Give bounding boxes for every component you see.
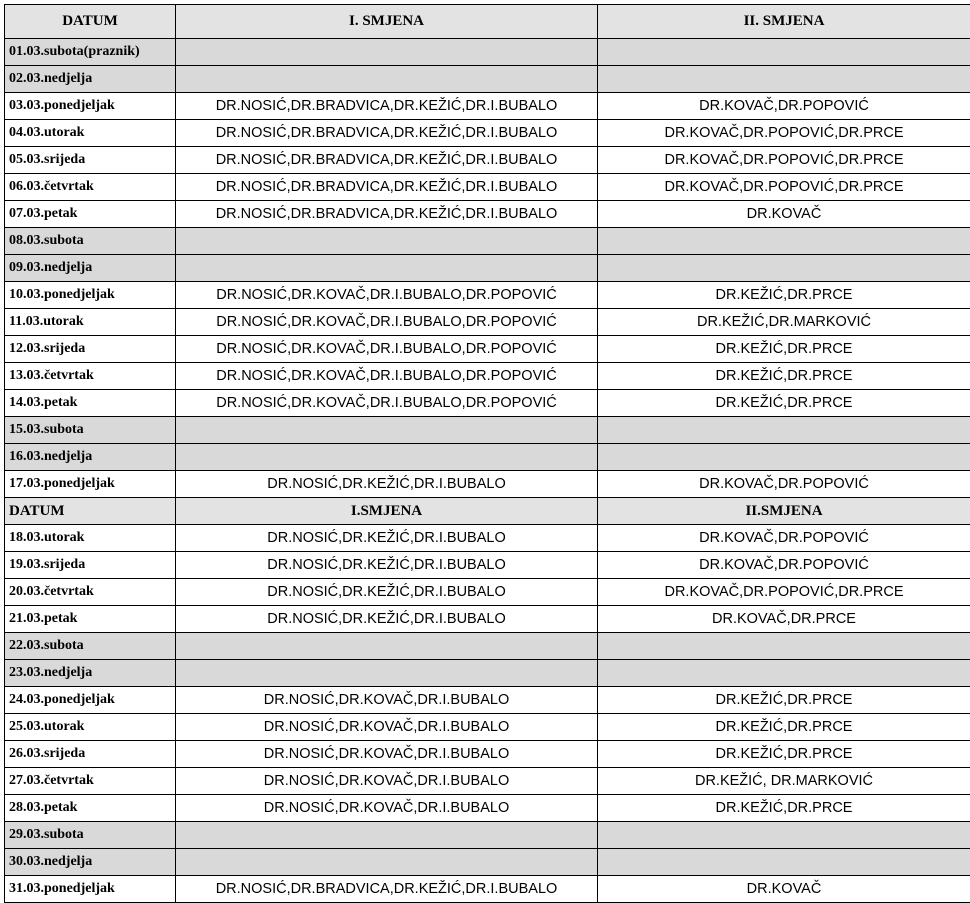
shift-2-cell [598, 228, 970, 255]
date-cell: 01.03.subota(praznik) [5, 39, 176, 66]
table-row [5, 174, 970, 201]
shift-1-cell [176, 39, 598, 66]
shift-2-cell: DR.KOVAČ [598, 201, 970, 228]
date-cell: 30.03.nedjelja [5, 849, 176, 876]
shift-1-cell [176, 228, 598, 255]
table-row [5, 309, 970, 336]
date-cell: 28.03.petak [5, 795, 176, 822]
table-row [5, 822, 970, 849]
shift-1-cell: DR.NOSIĆ,DR.BRADVICA,DR.KEŽIĆ,DR.I.BUBALO [176, 120, 598, 147]
table-row [5, 687, 970, 714]
shift-2-cell [598, 660, 970, 687]
shift-1-cell [176, 255, 598, 282]
shift-1-cell [176, 444, 598, 471]
shift-1-cell: DR.NOSIĆ,DR.KEŽIĆ,DR.I.BUBALO [176, 471, 598, 498]
shift-1-cell: DR.NOSIĆ,DR.KOVAČ,DR.I.BUBALO [176, 714, 598, 741]
shift-1-cell: DR.NOSIĆ,DR.BRADVICA,DR.KEŽIĆ,DR.I.BUBALO [176, 174, 598, 201]
table-header-row [5, 5, 970, 39]
shift-2-cell [598, 822, 970, 849]
shift-1-cell: DR.NOSIĆ,DR.BRADVICA,DR.KEŽIĆ,DR.I.BUBALO [176, 147, 598, 174]
date-cell: 16.03.nedjelja [5, 444, 176, 471]
shift-1-cell [176, 660, 598, 687]
table-row [5, 606, 970, 633]
date-cell: 23.03.nedjelja [5, 660, 176, 687]
table-row [5, 228, 970, 255]
date-cell: 10.03.ponedjeljak [5, 282, 176, 309]
shift-schedule-table [4, 4, 970, 903]
date-cell: 18.03.utorak [5, 525, 176, 552]
schedule-body [5, 5, 970, 903]
date-cell: 21.03.petak [5, 606, 176, 633]
shift-2-cell: DR.KEŽIĆ,DR.PRCE [598, 282, 970, 309]
date-cell: 15.03.subota [5, 417, 176, 444]
shift-1-cell [176, 66, 598, 93]
date-cell: 19.03.srijeda [5, 552, 176, 579]
date-cell: 17.03.ponedjeljak [5, 471, 176, 498]
date-cell: 05.03.srijeda [5, 147, 176, 174]
table-row [5, 39, 970, 66]
shift-2-cell: DR.KOVAČ,DR.POPOVIĆ,DR.PRCE [598, 174, 970, 201]
date-cell: 07.03.petak [5, 201, 176, 228]
date-cell: 09.03.nedjelja [5, 255, 176, 282]
date-cell: 03.03.ponedjeljak [5, 93, 176, 120]
table-row [5, 768, 970, 795]
shift-2-cell: DR.KEŽIĆ,DR.PRCE [598, 795, 970, 822]
shift-1-cell [176, 822, 598, 849]
table-row [5, 363, 970, 390]
date-cell: 29.03.subota [5, 822, 176, 849]
table-row [5, 795, 970, 822]
shift-2-cell: DR.KOVAČ,DR.POPOVIĆ [598, 552, 970, 579]
date-cell: 24.03.ponedjeljak [5, 687, 176, 714]
subheader-shift-2: II.SMJENA [598, 498, 970, 525]
table-row [5, 741, 970, 768]
table-row [5, 633, 970, 660]
table-row [5, 471, 970, 498]
table-row [5, 255, 970, 282]
date-cell: 02.03.nedjelja [5, 66, 176, 93]
shift-2-cell [598, 66, 970, 93]
table-subheader-row [5, 498, 970, 525]
shift-1-cell: DR.NOSIĆ,DR.BRADVICA,DR.KEŽIĆ,DR.I.BUBALO [176, 876, 598, 903]
shift-2-cell: DR.KEŽIĆ,DR.PRCE [598, 714, 970, 741]
table-row [5, 579, 970, 606]
subheader-date: DATUM [5, 498, 176, 525]
shift-2-cell [598, 633, 970, 660]
shift-2-cell [598, 417, 970, 444]
shift-2-cell [598, 849, 970, 876]
table-row [5, 444, 970, 471]
subheader-shift-1: I.SMJENA [176, 498, 598, 525]
shift-2-cell [598, 39, 970, 66]
shift-1-cell: DR.NOSIĆ,DR.KOVAČ,DR.I.BUBALO [176, 795, 598, 822]
table-row [5, 282, 970, 309]
shift-2-cell: DR.KEŽIĆ,DR.PRCE [598, 741, 970, 768]
table-row [5, 147, 970, 174]
date-cell: 26.03.srijeda [5, 741, 176, 768]
table-row [5, 417, 970, 444]
shift-2-cell: DR.KOVAČ [598, 876, 970, 903]
table-row [5, 120, 970, 147]
shift-2-cell: DR.KOVAČ,DR.POPOVIĆ [598, 471, 970, 498]
table-row [5, 201, 970, 228]
table-row [5, 525, 970, 552]
shift-1-cell: DR.NOSIĆ,DR.KEŽIĆ,DR.I.BUBALO [176, 552, 598, 579]
shift-1-cell: DR.NOSIĆ,DR.KEŽIĆ,DR.I.BUBALO [176, 525, 598, 552]
shift-2-cell [598, 255, 970, 282]
table-row [5, 552, 970, 579]
table-row [5, 66, 970, 93]
shift-1-cell: DR.NOSIĆ,DR.BRADVICA,DR.KEŽIĆ,DR.I.BUBALO [176, 201, 598, 228]
date-cell: 22.03.subota [5, 633, 176, 660]
date-cell: 12.03.srijeda [5, 336, 176, 363]
table-row [5, 93, 970, 120]
date-cell: 14.03.petak [5, 390, 176, 417]
shift-2-cell: DR.KOVAČ,DR.POPOVIĆ,DR.PRCE [598, 579, 970, 606]
shift-2-cell: DR.KOVAČ,DR.POPOVIĆ [598, 525, 970, 552]
shift-1-cell: DR.NOSIĆ,DR.KOVAČ,DR.I.BUBALO,DR.POPOVIĆ [176, 336, 598, 363]
shift-2-cell: DR.KEŽIĆ,DR.MARKOVIĆ [598, 309, 970, 336]
date-cell: 13.03.četvrtak [5, 363, 176, 390]
date-cell: 31.03.ponedjeljak [5, 876, 176, 903]
shift-1-cell: DR.NOSIĆ,DR.KEŽIĆ,DR.I.BUBALO [176, 579, 598, 606]
shift-1-cell: DR.NOSIĆ,DR.KOVAČ,DR.I.BUBALO,DR.POPOVIĆ [176, 390, 598, 417]
date-cell: 11.03.utorak [5, 309, 176, 336]
shift-2-cell: DR.KEŽIĆ,DR.PRCE [598, 390, 970, 417]
date-cell: 04.03.utorak [5, 120, 176, 147]
shift-2-cell: DR.KEŽIĆ, DR.MARKOVIĆ [598, 768, 970, 795]
date-cell: 25.03.utorak [5, 714, 176, 741]
shift-1-cell: DR.NOSIĆ,DR.KEŽIĆ,DR.I.BUBALO [176, 606, 598, 633]
shift-1-cell: DR.NOSIĆ,DR.BRADVICA,DR.KEŽIĆ,DR.I.BUBALO [176, 93, 598, 120]
shift-2-cell [598, 444, 970, 471]
shift-2-cell: DR.KOVAČ,DR.POPOVIĆ,DR.PRCE [598, 147, 970, 174]
shift-1-cell: DR.NOSIĆ,DR.KOVAČ,DR.I.BUBALO [176, 768, 598, 795]
table-row [5, 849, 970, 876]
shift-2-cell: DR.KEŽIĆ,DR.PRCE [598, 363, 970, 390]
table-row [5, 714, 970, 741]
date-cell: 06.03.četvrtak [5, 174, 176, 201]
shift-1-cell: DR.NOSIĆ,DR.KOVAČ,DR.I.BUBALO [176, 687, 598, 714]
shift-2-cell: DR.KEŽIĆ,DR.PRCE [598, 687, 970, 714]
shift-1-cell: DR.NOSIĆ,DR.KOVAČ,DR.I.BUBALO [176, 741, 598, 768]
shift-1-cell [176, 417, 598, 444]
date-cell: 20.03.četvrtak [5, 579, 176, 606]
shift-1-cell: DR.NOSIĆ,DR.KOVAČ,DR.I.BUBALO,DR.POPOVIĆ [176, 309, 598, 336]
header-shift-2: II. SMJENA [598, 5, 970, 39]
shift-2-cell: DR.KEŽIĆ,DR.PRCE [598, 336, 970, 363]
header-shift-1: I. SMJENA [176, 5, 598, 39]
shift-2-cell: DR.KOVAČ,DR.PRCE [598, 606, 970, 633]
shift-2-cell: DR.KOVAČ,DR.POPOVIĆ [598, 93, 970, 120]
shift-1-cell [176, 633, 598, 660]
table-row [5, 660, 970, 687]
shift-1-cell [176, 849, 598, 876]
table-row [5, 876, 970, 903]
shift-1-cell: DR.NOSIĆ,DR.KOVAČ,DR.I.BUBALO,DR.POPOVIĆ [176, 363, 598, 390]
shift-2-cell: DR.KOVAČ,DR.POPOVIĆ,DR.PRCE [598, 120, 970, 147]
table-row [5, 336, 970, 363]
date-cell: 27.03.četvrtak [5, 768, 176, 795]
shift-1-cell: DR.NOSIĆ,DR.KOVAČ,DR.I.BUBALO,DR.POPOVIĆ [176, 282, 598, 309]
date-cell: 08.03.subota [5, 228, 176, 255]
table-row [5, 390, 970, 417]
header-date: DATUM [5, 5, 176, 39]
